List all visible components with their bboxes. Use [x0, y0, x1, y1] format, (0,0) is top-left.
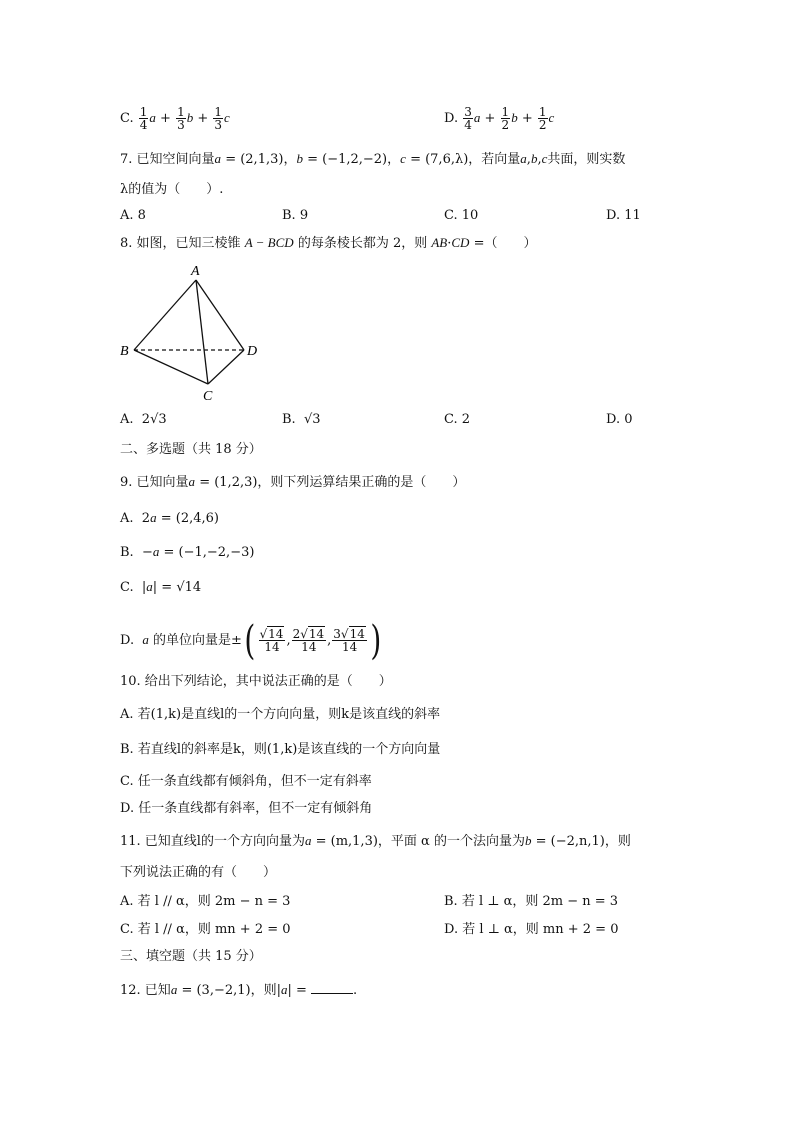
fraction: $\frac{1}{3}$: [177, 105, 185, 132]
q7-stem: 7. 已知空间向量a = (2,1,3)，b = (−1,2,−2)，c = (7,6,λ)，若向量a,b,c共面，则实数: [120, 151, 626, 167]
q7-stem-line2: λ的值为（ ）.: [120, 182, 224, 197]
vertex-label-a: A: [191, 264, 200, 279]
q7-option-a: A. 8: [120, 208, 146, 223]
q11-stem: 11. 已知直线l的一个方向向量为a = (m,1,3)，平面 α 的一个法向量为b = (−2,n,1)，则: [120, 833, 631, 849]
q7-option-d: D. 11: [606, 208, 641, 223]
q6-option-c: C. $\frac{1}{4}$ a + $\frac{1}{3}$ b + $\frac{1}{3}$ c: [120, 105, 230, 132]
q8-option-a: A. 2√3: [120, 412, 167, 427]
fraction: $\frac{1}{4}$: [139, 105, 148, 132]
q11-option-b: B. 若 l ⊥ α，则 2m − n = 3: [444, 894, 619, 909]
fraction: $\frac{1}{2}$: [538, 105, 547, 132]
q9-option-a: A. 2a = (2,4,6): [120, 510, 219, 526]
q6-option-d: D. $\frac{3}{4}$ a + $\frac{1}{2}$ b + $\frac{1}{2}$ c: [444, 105, 555, 132]
q9-option-b: B. −a = (−1,−2,−3): [120, 544, 255, 560]
fraction: $\frac{1}{2}$: [501, 105, 510, 132]
q9-option-d: D. a 的单位向量是±( $\frac{√14}{14}$ , $\frac{2√14}{14}$ , $\frac{3√14}{14}$ ): [120, 617, 382, 664]
q9-stem: 9. 已知向量a = (1,2,3)，则下列运算结果正确的是（ ）: [120, 474, 466, 490]
q8-stem: 8. 如图，已知三棱锥 A − BCD 的每条棱长都为 2，则 AB·CD =（ ）: [120, 235, 537, 251]
fraction: $\frac{1}{3}$: [214, 105, 223, 132]
q10-option-a: A. 若(1,k)是直线l的一个方向向量，则k是该直线的斜率: [120, 707, 441, 722]
q7-option-c: C. 10: [444, 208, 479, 223]
q11-option-a: A. 若 l // α，则 2m − n = 3: [120, 894, 291, 909]
section-heading-fill-in: 三、填空题（共 15 分）: [120, 949, 262, 964]
q8-option-d: D. 0: [606, 412, 633, 427]
q12-stem: 12. 已知a = (3,−2,1)，则|a| = .: [120, 982, 358, 998]
q7-option-b: B. 9: [282, 208, 309, 223]
answer-blank[interactable]: [311, 981, 353, 994]
q8-option-b: B. √3: [282, 412, 321, 427]
q10-option-b: B. 若直线l的斜率是k，则(1,k)是该直线的一个方向向量: [120, 742, 441, 757]
q11-option-d: D. 若 l ⊥ α，则 mn + 2 = 0: [444, 922, 619, 937]
vertex-label-d: D: [247, 344, 258, 359]
q8-option-c: C. 2: [444, 412, 471, 427]
fraction: $\frac{3}{4}$: [464, 105, 472, 132]
q10-stem: 10. 给出下列结论，其中说法正确的是（ ）: [120, 674, 392, 689]
q11-option-c: C. 若 l // α，则 mn + 2 = 0: [120, 922, 291, 937]
q10-option-c: C. 任一条直线都有倾斜角，但不一定有斜率: [120, 774, 372, 789]
section-heading-multiple-choice: 二、多选题（共 18 分）: [120, 442, 262, 457]
q9-option-c: C. |a| = √14: [120, 579, 202, 595]
vertex-label-c: C: [203, 389, 213, 404]
vertex-label-b: B: [120, 344, 129, 359]
tetrahedron-figure: [116, 260, 266, 405]
q10-option-d: D. 任一条直线都有斜率，但不一定有倾斜角: [120, 801, 373, 816]
q11-stem-line2: 下列说法正确的有（ ）: [120, 865, 277, 880]
